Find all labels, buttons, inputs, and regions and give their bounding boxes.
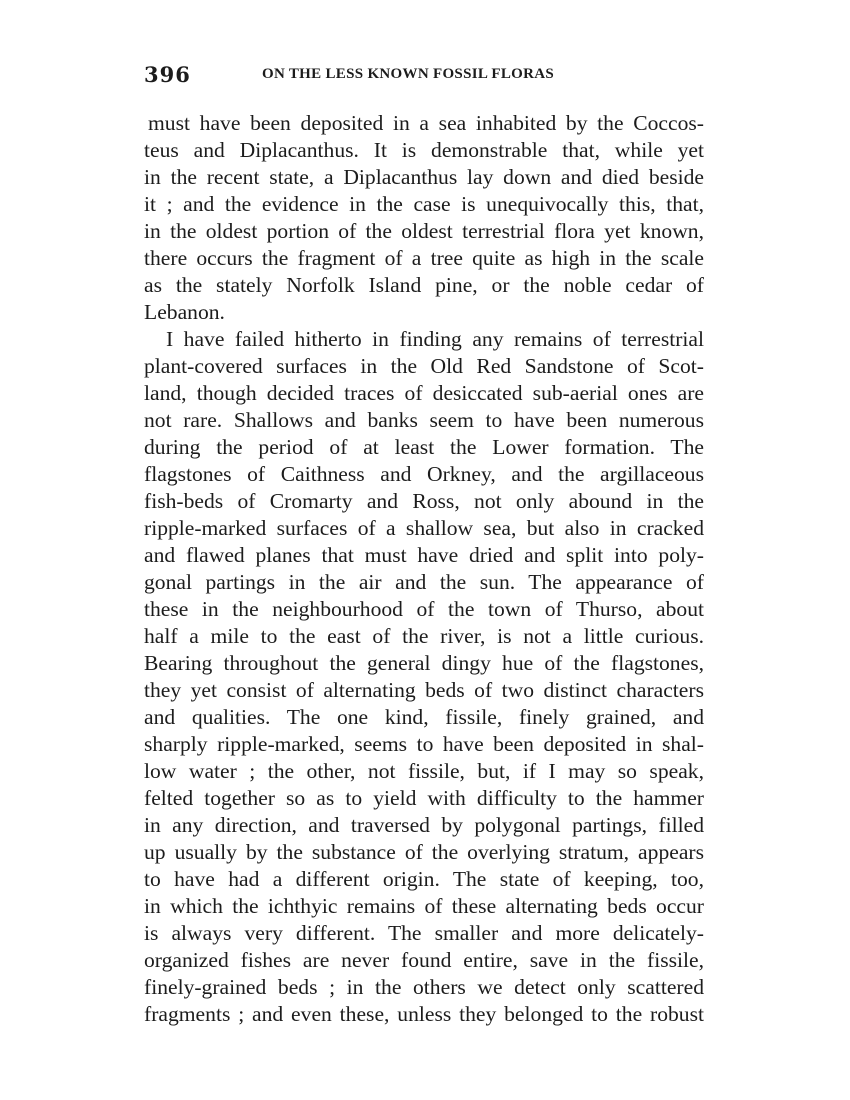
text-line: in which the ichthyic remains of these alternating beds occur — [144, 894, 704, 918]
text-line: must have been deposited in a sea inhabited by the Coccos- — [148, 111, 704, 135]
text-line: teus and Diplacanthus. It is demonstrable that, while yet — [144, 138, 704, 162]
text-line: I have failed hitherto in finding any remains of terrestrial — [166, 327, 704, 351]
text-line: and flawed planes that must have dried and split into poly- — [144, 543, 704, 567]
text-line: organized fishes are never found entire, save in the fissile, — [144, 948, 704, 972]
text-line: fragments ; and even these, unless they belonged to the robust — [144, 1002, 704, 1026]
text-line: they yet consist of alternating beds of two distinct characters — [144, 678, 704, 702]
text-line: it ; and the evidence in the case is unequivocally this, that, — [144, 192, 704, 216]
text-line: gonal partings in the air and the sun. The appearance of — [144, 570, 704, 594]
text-line: flagstones of Caithness and Orkney, and the argillaceous — [144, 462, 704, 486]
page-header — [144, 62, 704, 92]
text-line: there occurs the fragment of a tree quite as high in the scale — [144, 246, 704, 270]
text-line: low water ; the other, not fissile, but, if I may so speak, — [144, 759, 704, 783]
page-number: 396 — [144, 62, 191, 87]
text-line: not rare. Shallows and banks seem to have been numerous — [144, 408, 704, 432]
text-line: up usually by the substance of the overlying stratum, appears — [144, 840, 704, 864]
text-line: half a mile to the east of the river, is not a little curious. — [144, 624, 704, 648]
text-line: in any direction, and traversed by polygonal partings, filled — [144, 813, 704, 837]
text-line: felted together so as to yield with difficulty to the hammer — [144, 786, 704, 810]
text-line: as the stately Norfolk Island pine, or the noble cedar of — [144, 273, 704, 297]
text-line: finely-grained beds ; in the others we detect only scattered — [144, 975, 704, 999]
text-line: Bearing throughout the general dingy hue of the flagstones, — [144, 651, 704, 675]
text-line: fish-beds of Cromarty and Ross, not only abound in the — [144, 489, 704, 513]
body-text — [144, 110, 704, 1028]
text-line: ripple-marked surfaces of a shallow sea, but also in cracked — [144, 516, 704, 540]
text-line: Lebanon. — [144, 300, 225, 324]
paragraph — [144, 326, 704, 1028]
text-line: is always very different. The smaller and more delicately- — [144, 921, 704, 945]
text-line: these in the neighbourhood of the town of Thurso, about — [144, 597, 704, 621]
text-line: land, though decided traces of desiccated sub-aerial ones are — [144, 381, 704, 405]
text-line: plant-covered surfaces in the Old Red Sandstone of Scot- — [144, 354, 704, 378]
text-line: to have had a different origin. The state of keeping, too, — [144, 867, 704, 891]
text-line: and qualities. The one kind, fissile, finely grained, and — [144, 705, 704, 729]
text-line: sharply ripple-marked, seems to have been deposited in shal- — [144, 732, 704, 756]
text-line: during the period of at least the Lower formation. The — [144, 435, 704, 459]
text-line: in the oldest portion of the oldest terrestrial flora yet known, — [144, 219, 704, 243]
paragraph — [144, 110, 704, 326]
text-line: in the recent state, a Diplacanthus lay down and died beside — [144, 165, 704, 189]
running-head: ON THE LESS KNOWN FOSSIL FLORAS — [262, 66, 555, 82]
